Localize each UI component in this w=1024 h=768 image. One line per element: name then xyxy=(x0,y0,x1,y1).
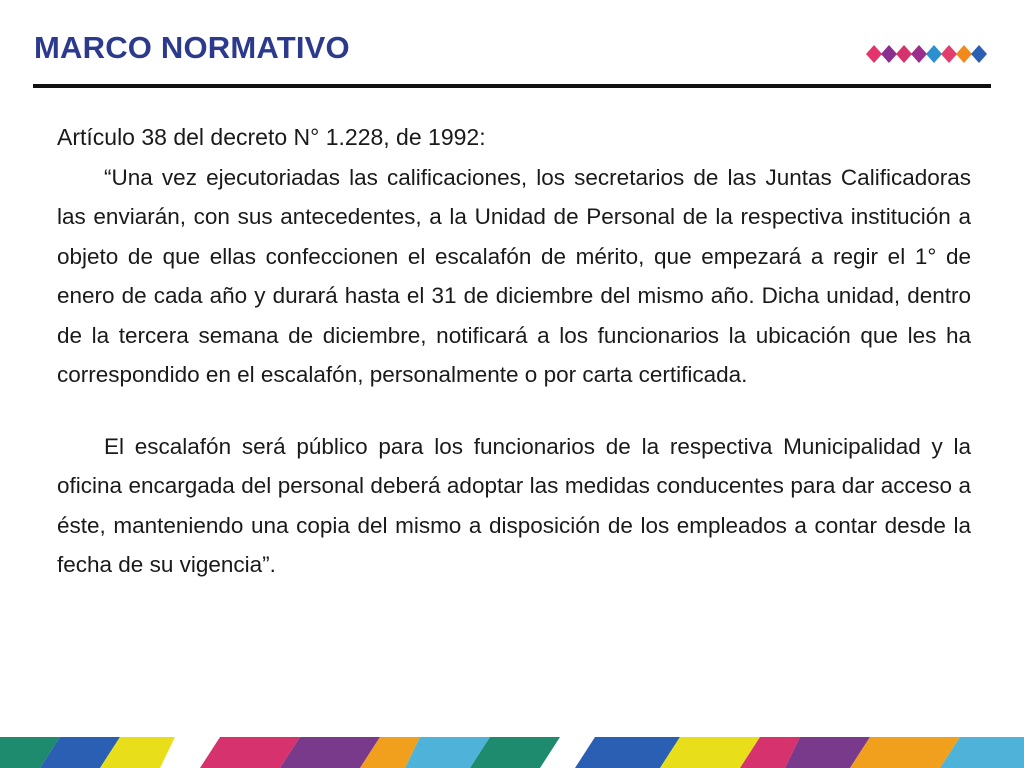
diamond-7 xyxy=(956,45,972,63)
paragraph-2: El escalafón será público para los funcionarios de la respectiva Municipalidad y la oficina encargada del personal deberá adoptar las medidas conducentes para dar acceso a éste, manteniendo una copia del mismo a disposición de los empleados a contar desde la fecha de su vigencia”. xyxy=(57,433,971,577)
diamond-5 xyxy=(926,45,942,63)
diamond-4 xyxy=(911,45,927,63)
slide-title: MARCO NORMATIVO xyxy=(34,30,350,65)
diamond-8 xyxy=(971,45,987,63)
diamond-6 xyxy=(941,45,957,63)
diamond-2 xyxy=(881,45,897,63)
body-text xyxy=(57,118,971,585)
diamond-3 xyxy=(896,45,912,63)
title-underline xyxy=(33,84,991,88)
diamond-1 xyxy=(866,45,882,63)
article-heading: Artículo 38 del decreto N° 1.228, de 1992: xyxy=(57,124,486,150)
decorative-footer-band xyxy=(0,737,1024,768)
decorative-diamonds xyxy=(866,45,992,63)
paragraph-1: “Una vez ejecutoriadas las calificaciones, los secretarios de las Juntas Calificadoras las enviarán, con sus antecedentes, a la Unidad de Personal de la respectiva institución a objeto de que ellas confeccionen el escalafón de mérito, que empezará a regir el 1° de enero de cada año y durará hasta el 31 de diciembre del mismo año. Dicha unidad, dentro de la tercera semana de diciembre, notificará a los funcionarios la ubicación que les ha correspondido en el escalafón, personalmente o por carta certificada. xyxy=(57,164,971,387)
